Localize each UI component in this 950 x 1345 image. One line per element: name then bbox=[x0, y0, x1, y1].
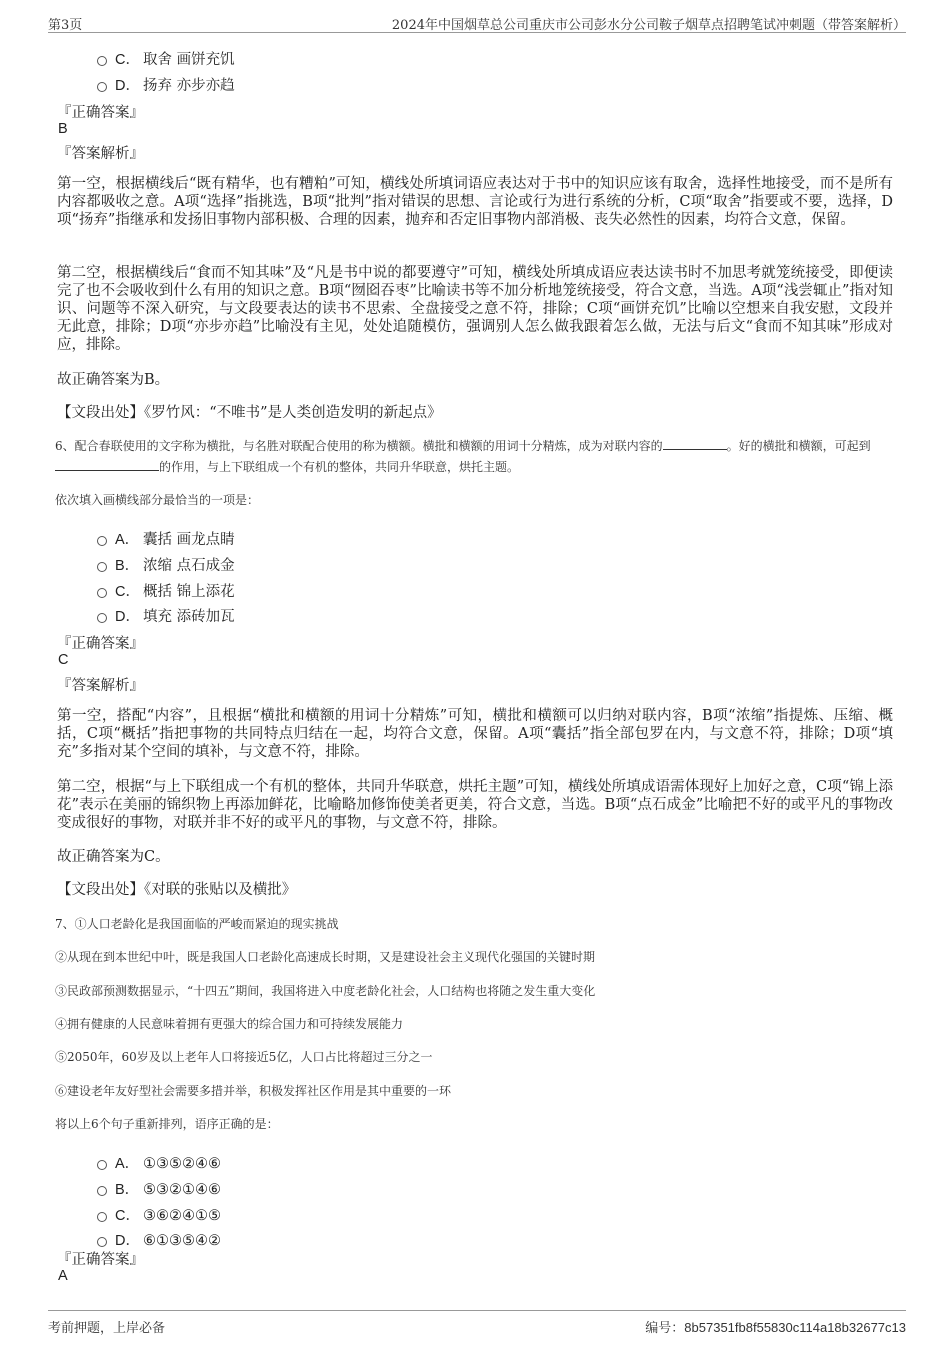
q5-analysis-para2: 第二空，根据横线后“食而不知其味”及“凡是书中说的都要遵守”可知，横线处所填成语应表达读书时不加思考就笼统接受，即便读完了也不会吸收到什么有用的知识之意。B项“囫囵吞枣”比喻读书等不加分析地笼统接受，符合文意，当选。A项“浅尝辄止”指对知识、问题等不深入研究，与文段要表达的读书不思索、全盘接受之意不符，排除；C项“画饼充饥”比喻以空想来自我安慰，文段并无此意，排除；D项“亦步亦趋”比喻没有主见，处处追随模仿，强调别人怎么做我跟着怎么做，无法与后文“食而不知其味”形成对应，排除。 bbox=[57, 265, 893, 353]
q7-option-c[interactable]: C． ③⑥②④①⑤ bbox=[97, 1204, 221, 1225]
radio-icon[interactable] bbox=[97, 56, 107, 66]
q7-sentence-2: ②从现在到本世纪中叶，既是我国人口老龄化高速成长时期，又是建设社会主义现代化强国的关键时期 bbox=[55, 950, 596, 964]
radio-icon[interactable] bbox=[97, 82, 107, 92]
q5-answer: B bbox=[58, 121, 68, 137]
q6-answer-label: 『正确答案』 bbox=[57, 636, 144, 652]
q6-prompt: 依次填入画横线部分最恰当的一项是： bbox=[55, 493, 260, 507]
q6-option-c[interactable]: C． 概括 锦上添花 bbox=[97, 580, 235, 601]
q5-option-d[interactable]: D． 扬弃 亦步亦趋 bbox=[97, 74, 235, 95]
q5-answer-label: 『正确答案』 bbox=[57, 105, 144, 121]
radio-icon[interactable] bbox=[97, 1160, 107, 1170]
radio-icon[interactable] bbox=[97, 1237, 107, 1247]
q7-sentence-5: ⑤2050年，60岁及以上老年人口将接近5亿，人口占比将超过三分之一 bbox=[55, 1050, 433, 1064]
page-header bbox=[48, 10, 906, 33]
q7-sentence-3: ③民政部预测数据显示，“十四五”期间，我国将进入中度老龄化社会，人口结构也将随之发生重大变化 bbox=[55, 984, 596, 998]
blank-1[interactable] bbox=[663, 437, 727, 450]
q5-analysis-para1: 第一空，根据横线后“既有精华，也有糟粕”可知，横线处所填词语应表达对于书中的知识应该有取舍，选择性地接受，而不是所有内容都吸收之意。A项“选择”指挑选，B项“批判”指对错误的思想、言论或行为进行系统的分析，C项“取舍”指要或不要，选择，D项“扬弃”指继承和发扬旧事物内部积极、合理的因素，抛弃和否定旧事物内部消极、丧失必然性的因素，均符合文意，保留。 bbox=[57, 176, 893, 228]
document-title: 2024年中国烟草总公司重庆市公司彭水分公司鞍子烟草点招聘笔试冲刺题（带答案解析） bbox=[391, 18, 906, 33]
document-id: 编号：8b57351fb8f55830c114a18b32677c13 bbox=[645, 1320, 906, 1335]
q6-analysis-para2: 第二空，根据“与上下联组成一个有机的整体，共同升华联意，烘托主题”可知，横线处所填成语需体现好上加好之意，C项“锦上添花”表示在美丽的锦织物上再添加鲜花，比喻略加修饰使美者更美，符合文意，当选。B项“点石成金”比喻把不好的或平凡的事物改变成很好的事物，对联并非不好的或平凡的事物，与文意不符，排除。 bbox=[57, 779, 893, 831]
page-footer bbox=[48, 1310, 906, 1337]
q7-option-d[interactable]: D． ⑥①③⑤④② bbox=[97, 1229, 221, 1250]
q7-option-a[interactable]: A． ①③⑤②④⑥ bbox=[97, 1152, 221, 1173]
q5-option-c[interactable]: C． 取舍 画饼充饥 bbox=[97, 48, 235, 69]
radio-icon[interactable] bbox=[97, 613, 107, 623]
q7-sentence-6: ⑥建设老年友好型社会需要多措并举，积极发挥社区作用是其中重要的一环 bbox=[55, 1084, 452, 1098]
q7-prompt: 将以上6个句子重新排列，语序正确的是： bbox=[55, 1117, 279, 1131]
radio-icon[interactable] bbox=[97, 562, 107, 572]
q5-source: 【文段出处】《罗竹风：“不唯书”是人类创造发明的新起点》 bbox=[57, 405, 442, 421]
radio-icon[interactable] bbox=[97, 1212, 107, 1222]
q5-conclusion: 故正确答案为B。 bbox=[57, 372, 170, 388]
q6-option-b[interactable]: B． 浓缩 点石成金 bbox=[97, 554, 235, 575]
q7-answer: A bbox=[58, 1268, 68, 1284]
q6-answer: C bbox=[58, 652, 69, 668]
q5-analysis-label: 『答案解析』 bbox=[57, 146, 144, 162]
q7-sentence-4: ④拥有健康的人民意味着拥有更强大的综合国力和可持续发展能力 bbox=[55, 1017, 404, 1031]
q6-option-d[interactable]: D． 填充 添砖加瓦 bbox=[97, 605, 235, 626]
q6-option-a[interactable]: A． 囊括 画龙点睛 bbox=[97, 528, 235, 549]
q6-conclusion: 故正确答案为C。 bbox=[57, 849, 170, 865]
q7-sentence-1: 7、①人口老龄化是我国面临的严峻而紧迫的现实挑战 bbox=[55, 917, 339, 931]
q6-analysis-label: 『答案解析』 bbox=[57, 678, 144, 694]
q6-stem: 6、配合春联使用的文字称为横批，与名胜对联配合使用的称为横额。横批和横额的用词十分精炼，成为对联内容的 。好的横批和横额，可起到的作用，与上下联组成一个有机的整体，共同升华联意，烘托主题。 bbox=[55, 439, 871, 474]
footer-slogan: 考前押题，上岸必备 bbox=[48, 1321, 166, 1336]
q6-source: 【文段出处】《对联的张贴以及横批》 bbox=[57, 882, 297, 898]
radio-icon[interactable] bbox=[97, 588, 107, 598]
q6-analysis-para1: 第一空，搭配“内容”，且根据“横批和横额的用词十分精炼”可知，横批和横额可以归纳对联内容，B项“浓缩”指提炼、压缩、概括，C项“概括”指把事物的共同特点归结在一起，均符合文意，保留。A项“囊括”指全部包罗在内，与文意不符，排除；D项“填充”多指对某个空间的填补，与文意不符，排除。 bbox=[57, 708, 893, 760]
blank-2[interactable] bbox=[55, 458, 159, 471]
q7-answer-label: 『正确答案』 bbox=[57, 1252, 144, 1268]
page-number: 第3页 bbox=[48, 18, 83, 33]
q7-option-b[interactable]: B． ⑤③②①④⑥ bbox=[97, 1178, 221, 1199]
radio-icon[interactable] bbox=[97, 1186, 107, 1196]
radio-icon[interactable] bbox=[97, 536, 107, 546]
